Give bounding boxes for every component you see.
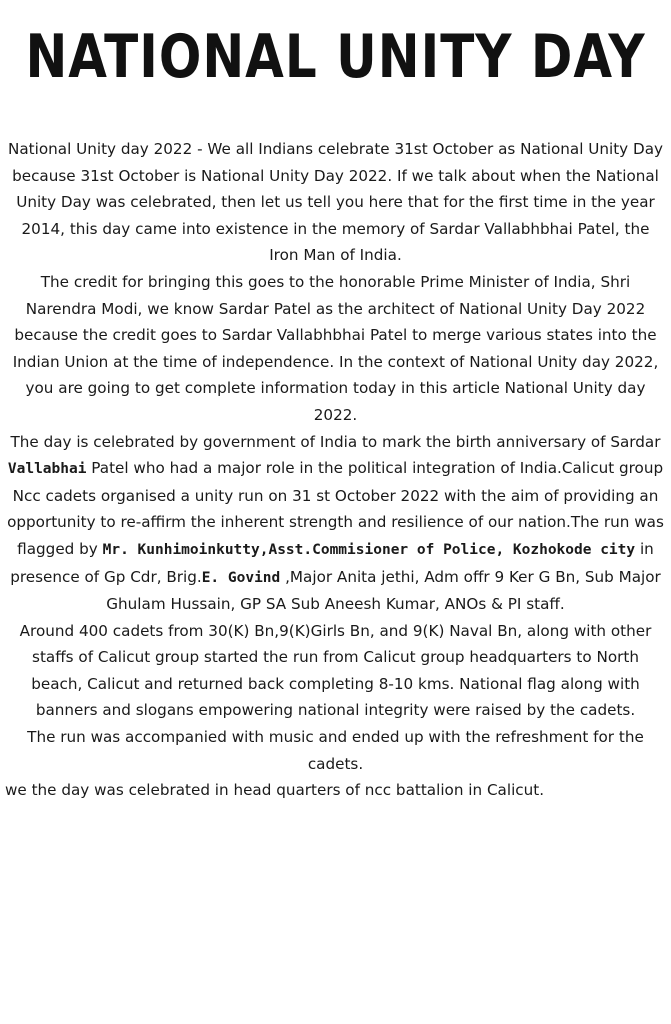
paragraph-intro: National Unity day 2022 - We all Indians celebrate 31st October as National Unity Day because 31st October is National Unity Day 2022. If we talk about when the National Unity Day was celebrated, then let us tell you here that for the first time in the year 2014, this day came into existence in the memory of Sardar Vallabhbhai Patel, the Iron Man of India. — [8, 140, 663, 265]
paragraph-credit: The credit for bringing this goes to the honorable Prime Minister of India, Shri Narendra Modi, we know Sardar Patel as the architect of National Unity Day 2022 because the credit goes to Sardar Vallabhbhai Patel to merge various states into the Indian Union at the time of independence. In the context of National Unity day 2022, you are going to get complete information today in this article National Unity day 2022. — [12, 272, 659, 424]
paragraph-cadets: Around 400 cadets from 30(K) Bn,9(K)Girls Bn, and 9(K) Naval Bn, along with other staffs of Calicut group started the run from Calicut group headquarters to North beach, Calicut and returned back completing 8-10 kms. National flag along with banners and slogans empowering national integrity were raised by the cadets. — [19, 621, 652, 720]
page-title: NATIONAL UNITY DAY — [25, 22, 646, 92]
bold-name-commissioner: Mr. Kunhimoinkutty,Asst.Commisioner of Police, Kozhokode city — [102, 541, 636, 558]
paragraph-text: Patel who had a major role in the political integration of India.Calicut group Ncc cadets organised a unity run on 31 st October 2022 with the aim of providing an opportunity to re-affirm the inherent strength and resilience of our nation.The run was flagged by — [7, 459, 664, 558]
paragraph-music: The run was accompanied with music and ended up with the refreshment for the cadets. — [27, 728, 644, 773]
paragraph-closing: we the day was celebrated in head quarters of ncc battalion in Calicut. — [5, 781, 545, 800]
paragraph-text: ,Major Anita jethi, Adm offr 9 Ker G Bn, Sub Major Ghulam Hussain, GP SA Sub Aneesh Kumar, ANOs & PI staff. — [106, 567, 661, 614]
article-body — [5, 136, 666, 804]
bold-name-vallabhai: Vallabhai — [7, 461, 87, 478]
paragraph-unity-run — [5, 429, 666, 618]
bold-name-govind: E. Govind — [201, 569, 281, 586]
paragraph-text: in presence of Gp Cdr, Brig. — [10, 539, 654, 586]
paragraph-text: The day is celebrated by government of India to mark the birth anniversary of Sardar — [10, 432, 661, 451]
